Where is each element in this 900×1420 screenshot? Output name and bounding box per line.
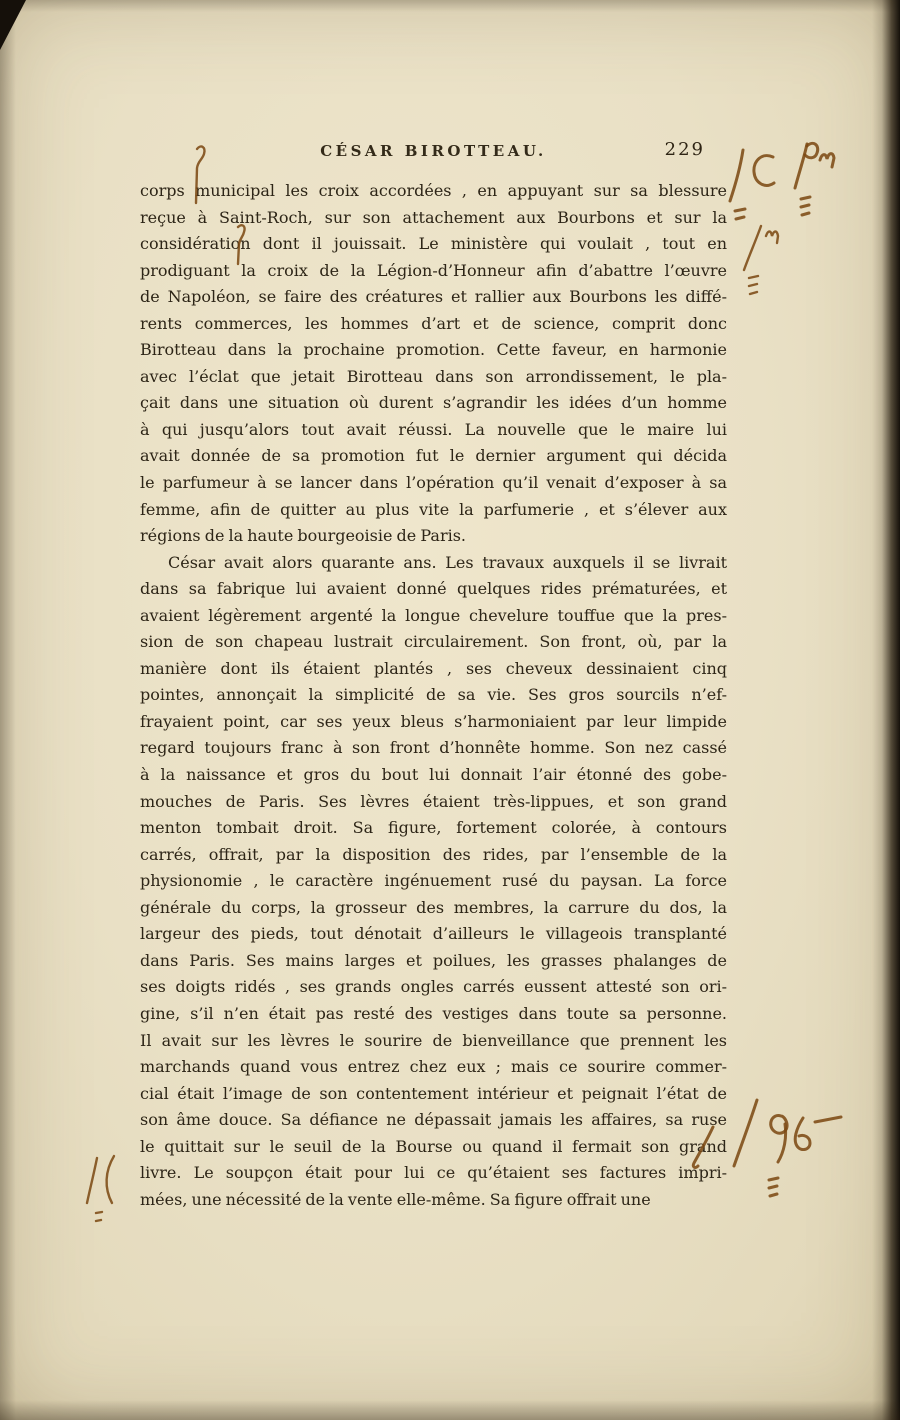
scan-edge-left	[0, 0, 16, 1420]
text-line: générale du corps, la grosseur des membres, la carrure du dos, la	[140, 897, 727, 917]
text-line: pointes, annonçait la simplicité de sa vie. Ses gros sourcils n’ef-	[140, 685, 727, 705]
page-header	[140, 139, 727, 176]
scan-edge-top	[0, 0, 900, 12]
text-line: reçue à Saint-Roch, sur son attachement aux Bourbons et sur la	[140, 207, 727, 227]
text-line: carrés, offrait, par la disposition des rides, par l’ensemble de la	[140, 844, 727, 864]
text-line: César avait alors quarante ans. Les travaux auxquels il se livrait	[168, 552, 727, 572]
text-line: avaient légèrement argenté la longue chevelure touffue que la pres-	[140, 605, 727, 625]
text-line: Birotteau dans la prochaine promotion. Cette faveur, en harmonie	[140, 340, 727, 360]
paragraph	[140, 178, 727, 550]
scan-edge-right	[872, 0, 900, 1420]
text-line: gine, s’il n’en était pas resté des vestiges dans toute sa personne.	[140, 1003, 727, 1023]
text-line: à qui jusqu’alors tout avait réussi. La nouvelle que le maire lui	[140, 419, 727, 439]
text-line: marchands quand vous entrez chez eux ; mais ce sourire commer-	[140, 1057, 727, 1077]
text-line: avec l’éclat que jetait Birotteau dans son arrondissement, le pla-	[140, 366, 727, 386]
paragraph	[140, 550, 727, 1214]
text-line: largeur des pieds, tout dénotait d’ailleurs le villageois transplanté	[140, 924, 727, 944]
text-block	[140, 139, 727, 1213]
ink-margin-top-right-mark	[730, 143, 834, 219]
text-line: menton tombait droit. Sa figure, fortement colorée, à contours	[140, 818, 727, 838]
text-line: dans sa fabrique lui avaient donné quelques rides prématurées, et	[140, 579, 727, 599]
ink-margin-right-upper-mark	[744, 226, 778, 294]
text-line: considération dont il jouissait. Le ministère qui voulait , tout en	[140, 234, 727, 254]
text-line: Il avait sur les lèvres le sourire de bienveillance que prennent les	[140, 1030, 727, 1050]
text-line: corps municipal les croix accordées , en appuyant sur sa blessure	[140, 181, 727, 200]
text-line: mouches de Paris. Ses lèvres étaient très-lippues, et son grand	[140, 791, 727, 811]
text-line: frayaient point, car ses yeux bleus s’harmoniaient par leur limpide	[140, 711, 727, 731]
text-line: femme, afin de quitter au plus vite la parfumerie , et s’élever aux	[140, 499, 727, 519]
text-line: avait donnée de sa promotion fut le dernier argument qui décida	[140, 446, 727, 466]
text-line: ses doigts ridés , ses grands ongles carrés eussent attesté son ori-	[140, 977, 727, 997]
text-line: régions de la haute bourgeoisie de Paris.	[140, 526, 466, 546]
text-line: cial était l’image de son contentement intérieur et peignait l’état de	[140, 1083, 727, 1103]
text-line: son âme douce. Sa défiance ne dépassait jamais les affaires, sa ruse	[140, 1110, 727, 1130]
ink-margin-left-lower-mark	[87, 1156, 114, 1221]
text-line: le quittait sur le seuil de la Bourse ou quand il fermait son grand	[140, 1136, 727, 1156]
text-line: de Napoléon, se faire des créatures et rallier aux Bourbons les diffé-	[140, 287, 727, 307]
text-line: physionomie , le caractère ingénuement rusé du paysan. La force	[140, 871, 727, 891]
text-line: livre. Le soupçon était pour lui ce qu’étaient ses factures impri-	[140, 1163, 727, 1183]
paragraphs-container	[140, 178, 727, 1213]
text-line: regard toujours franc à son front d’honnête homme. Son nez cassé	[140, 738, 727, 758]
ink-margin-right-lower-mark	[734, 1100, 841, 1196]
text-line: dans Paris. Ses mains larges et poilues, les grasses phalanges de	[140, 950, 727, 970]
book-title: CÉSAR BIROTTEAU.	[320, 142, 547, 160]
text-line: manière dont ils étaient plantés , ses cheveux dessinaient cinq	[140, 658, 727, 678]
scan-edge-bottom	[0, 1400, 900, 1420]
text-line: rents commerces, les hommes d’art et de science, comprit donc	[140, 313, 727, 333]
text-line: sion de son chapeau lustrait circulairement. Son front, où, par la	[140, 632, 727, 652]
text-line: à la naissance et gros du bout lui donnait l’air étonné des gobe-	[140, 765, 727, 785]
text-line: mées, une nécessité de la vente elle-même. Sa figure offrait une	[140, 1189, 651, 1209]
text-line: prodiguant la croix de la Légion-d’Honneur afin d’abattre l’œuvre	[140, 260, 727, 280]
text-line: le parfumeur à se lancer dans l’opération qu’il venait d’exposer à sa	[140, 473, 727, 493]
text-line: çait dans une situation où durent s’agrandir les idées d’un homme	[140, 393, 727, 413]
page-number: 229	[664, 139, 705, 160]
